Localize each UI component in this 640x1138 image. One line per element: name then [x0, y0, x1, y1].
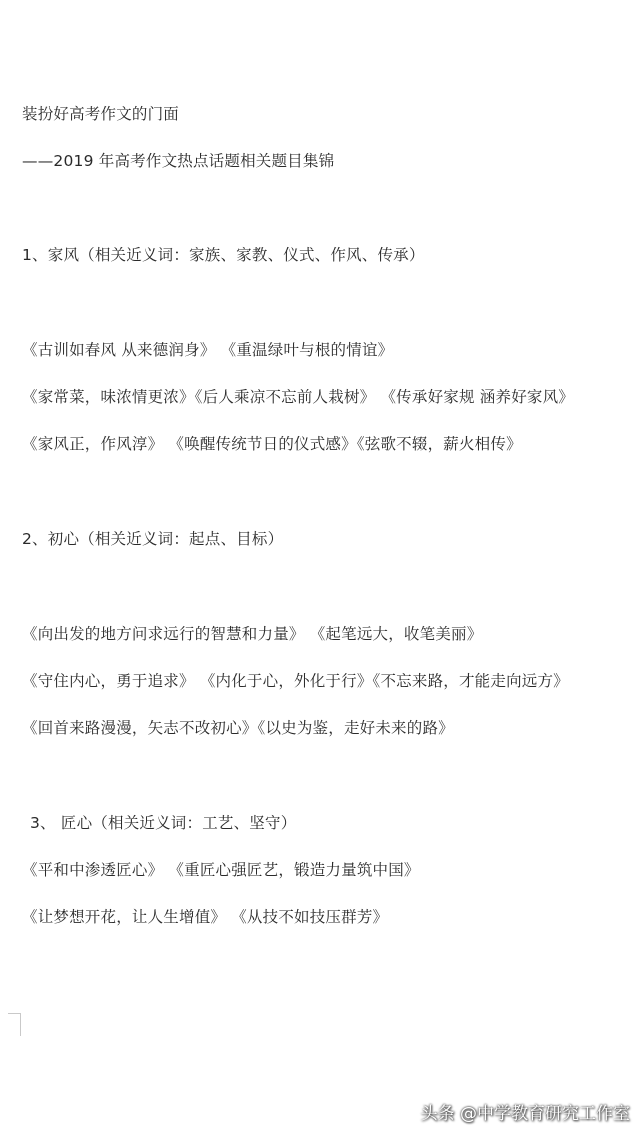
title-list-line: 《家常菜，味浓情更浓》《后人乘凉不忘前人栽树》 《传承好家规 涵养好家风》	[22, 388, 575, 406]
title-list-line: 《家风正，作风淳》 《唤醒传统节日的仪式感》《弦歌不辍，薪火相传》	[22, 435, 522, 453]
watermark-text: 头条 @中学教育研究工作室	[420, 1104, 630, 1124]
title-list-line: 《平和中渗透匠心》 《重匠心强匠艺，锻造力量筑中国》	[22, 861, 420, 879]
page-corner-mark	[8, 1013, 21, 1036]
title-list-line: 《让梦想开花，让人生增值》 《从技不如技压群芳》	[22, 908, 389, 926]
section-heading-original-aspiration: 2、初心（相关近义词：起点、目标）	[22, 530, 284, 548]
document-title: 装扮好高考作文的门面	[22, 105, 180, 123]
document-subtitle: ——2019 年高考作文热点话题相关题目集锦	[22, 152, 335, 170]
section-heading-craftsmanship: 3、 匠心（相关近义词：工艺、坚守）	[30, 814, 297, 832]
title-list-line: 《向出发的地方问求远行的智慧和力量》 《起笔远大，收笔美丽》	[22, 625, 483, 643]
title-list-line: 《回首来路漫漫，矢志不改初心》《以史为鉴，走好未来的路》	[22, 719, 454, 737]
section-heading-family-style: 1、家风（相关近义词：家族、家教、仪式、作风、传承）	[22, 246, 425, 264]
title-list-line: 《古训如春风 从来德润身》 《重温绿叶与根的情谊》	[22, 341, 394, 359]
title-list-line: 《守住内心，勇于追求》 《内化于心，外化于行》《不忘来路，才能走向远方》	[22, 672, 569, 690]
